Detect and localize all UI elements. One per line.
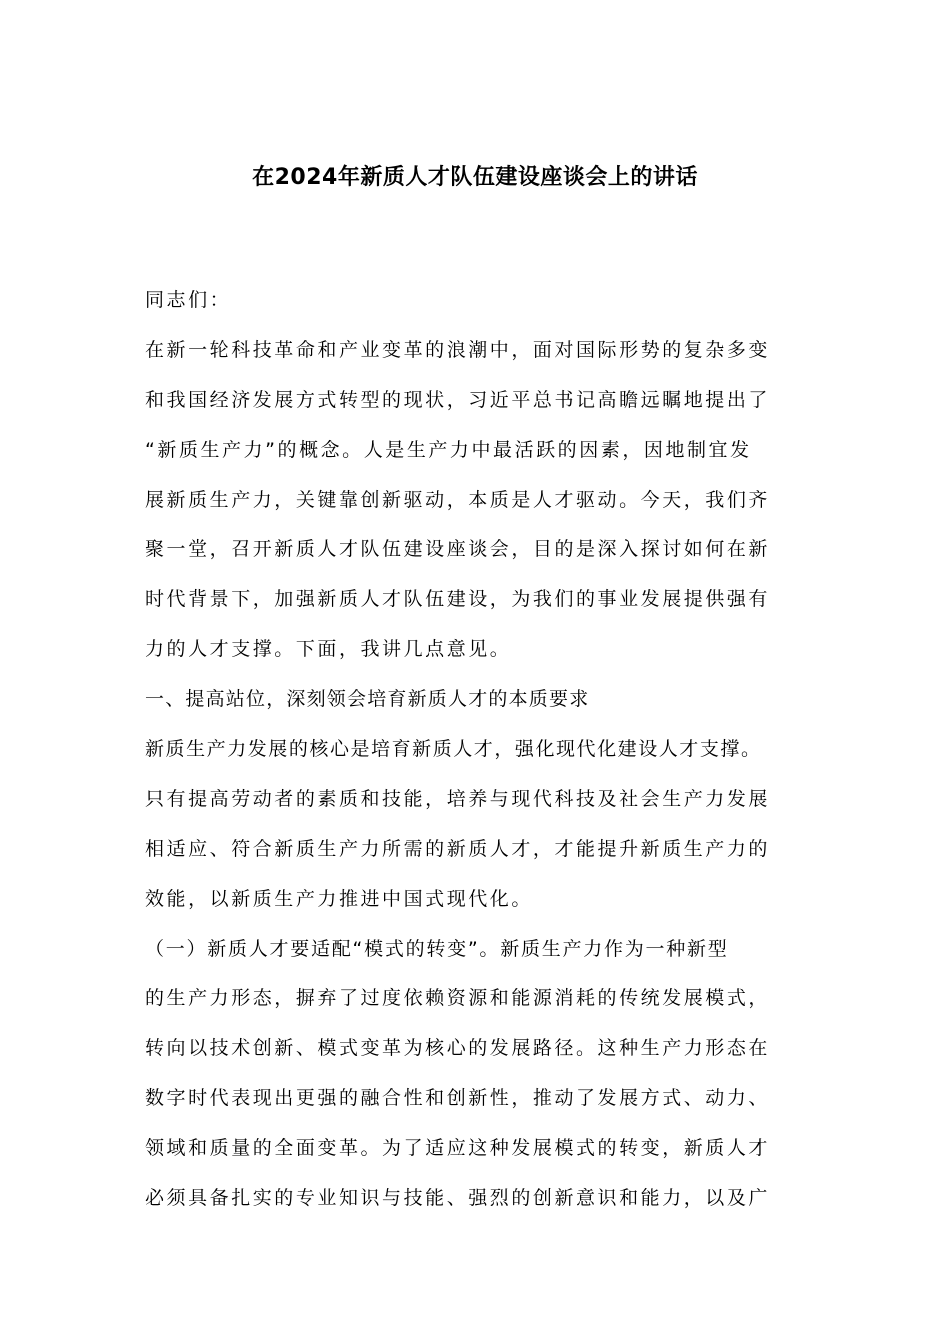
paragraph-line: 效能，以新质生产力推进中国式现代化。 bbox=[145, 887, 533, 910]
paragraph-line: 的生产力形态，摒弃了过度依赖资源和能源消耗的传统发展模式， bbox=[145, 987, 770, 1010]
paragraph-line: 转向以技术创新、模式变革为核心的发展路径。这种生产力形态在 bbox=[145, 1037, 770, 1060]
paragraph-line: 领域和质量的全面变革。为了适应这种发展模式的转变，新质人才 bbox=[145, 1137, 770, 1160]
paragraph-line: 必须具备扎实的专业知识与技能、强烈的创新意识和能力，以及广 bbox=[145, 1187, 770, 1210]
paragraph-line: 力的人才支撑。下面，我讲几点意见。 bbox=[145, 638, 512, 661]
paragraph-line: 相适应、符合新质生产力所需的新质人才，才能提升新质生产力的 bbox=[145, 837, 770, 860]
paragraph-line: （一）新质人才要适配“模式的转变”。新质生产力作为一种新型 bbox=[145, 937, 729, 960]
section-heading: 一、提高站位，深刻领会培育新质人才的本质要求 bbox=[145, 688, 590, 711]
document-title: 在2024年新质人才队伍建设座谈会上的讲话 bbox=[252, 165, 698, 190]
paragraph-line: 时代背景下，加强新质人才队伍建设，为我们的事业发展提供强有 bbox=[145, 588, 770, 611]
salutation: 同志们： bbox=[145, 289, 232, 311]
paragraph-line: 展新质生产力，关键靠创新驱动，本质是人才驱动。今天，我们齐 bbox=[145, 488, 770, 511]
paragraph-line: 只有提高劳动者的素质和技能，培养与现代科技及社会生产力发展 bbox=[145, 787, 770, 810]
paragraph-line: 聚一堂，召开新质人才队伍建设座谈会，目的是深入探讨如何在新 bbox=[145, 538, 770, 561]
paragraph-line: “新质生产力”的概念。人是生产力中最活跃的因素，因地制宜发 bbox=[145, 438, 752, 461]
paragraph-line: 在新一轮科技革命和产业变革的浪潮中，面对国际形势的复杂多变 bbox=[145, 338, 770, 361]
document-body bbox=[145, 282, 810, 1230]
paragraph-line: 和我国经济发展方式转型的现状，习近平总书记高瞻远瞩地提出了 bbox=[145, 388, 770, 411]
paragraph-line: 新质生产力发展的核心是培育新质人才，强化现代化建设人才支撑。 bbox=[145, 738, 762, 761]
paragraph-line: 数字时代表现出更强的融合性和创新性，推动了发展方式、动力、 bbox=[145, 1087, 770, 1110]
